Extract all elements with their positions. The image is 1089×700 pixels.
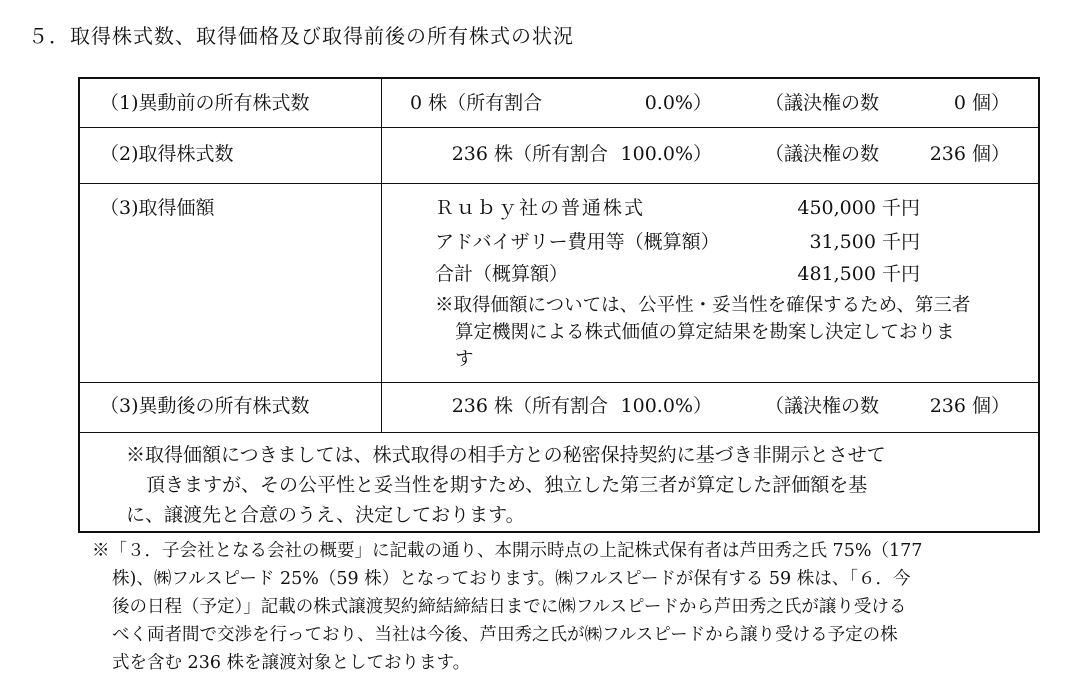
price-note-line: 算定機関による株式価値の算定結果を勘案し決定しておりま [455,322,955,343]
row-divider [80,382,1038,383]
table-note-line: に、譲渡先と合意のうえ、決定しております。 [126,504,525,526]
price-item-amount: 31,500 千円 [809,231,920,253]
footnote-line: 株)、㈱フルスピード 25%（59 株）となっております。㈱フルスピードが保有する 59 株は、「６．今 [112,569,911,589]
footnote-line: べく両者間で交渉を行っており、当社は今後、芦田秀之氏が㈱フルスピードから譲り受ける予定の株 [112,625,898,645]
footnote-line: 後の日程（予定）」記載の株式譲渡契約締結締結日までに㈱フルスピードから芦田秀之氏が譲り受ける [112,597,907,617]
votes-label: （議決権の数 [765,143,880,165]
price-item-name: アドバイザリー費用等（概算額） [435,231,720,253]
table-note-line: ※取得価額につきましては、株式取得の相手方との秘密保持契約に基づき非開示とさせて [126,444,886,466]
table-note-line: 頂きますが、その公平性と妥当性を期すため、独立した第三者が算定した評価額を基 [146,474,868,496]
row-divider [80,432,1038,433]
price-item-amount: 450,000 千円 [797,197,920,219]
row-divider [80,183,1038,184]
ownership-ratio: 100.0%） [620,395,712,417]
row-label: （3)異動後の所有株式数 [100,395,310,417]
votes-value: 236 個） [929,143,1010,165]
votes-value: 0 個） [953,92,1010,114]
ownership-ratio: 0.0%） [644,92,712,114]
footnote-line: ※「３．子会社となる会社の概要」に記載の通り、本開示時点の上記株式保有者は芦田秀之氏 75%（177 [92,541,923,561]
shares-value: 0 株（所有割合 [410,92,543,114]
votes-label: （議決権の数 [765,92,880,114]
section-heading: ５．取得株式数、取得価格及び取得前後の所有株式の状況 [28,24,574,48]
row-label: （1)異動前の所有株式数 [100,92,310,114]
row-label: （3)取得価額 [100,197,215,219]
price-item-amount: 481,500 千円 [797,263,920,285]
shares-value: 236 株（所有割合 [451,395,608,417]
price-note-line: す [455,349,474,370]
ownership-ratio: 100.0%） [620,143,712,165]
votes-value: 236 個） [929,395,1010,417]
price-item-name: Ｒｕｂｙ社の普通株式 [435,197,646,219]
shares-value: 236 株（所有割合 [451,143,608,165]
price-item-name: 合計（概算額） [435,263,569,285]
row-divider [80,127,1038,128]
votes-label: （議決権の数 [765,395,880,417]
column-divider [381,79,382,432]
acquisition-table [78,77,1040,533]
footnote-line: 式を含む 236 株を譲渡対象としております。 [112,653,471,673]
price-note-line: ※取得価額については、公平性・妥当性を確保するため、第三者 [435,295,971,316]
row-label: （2)取得株式数 [100,143,234,165]
